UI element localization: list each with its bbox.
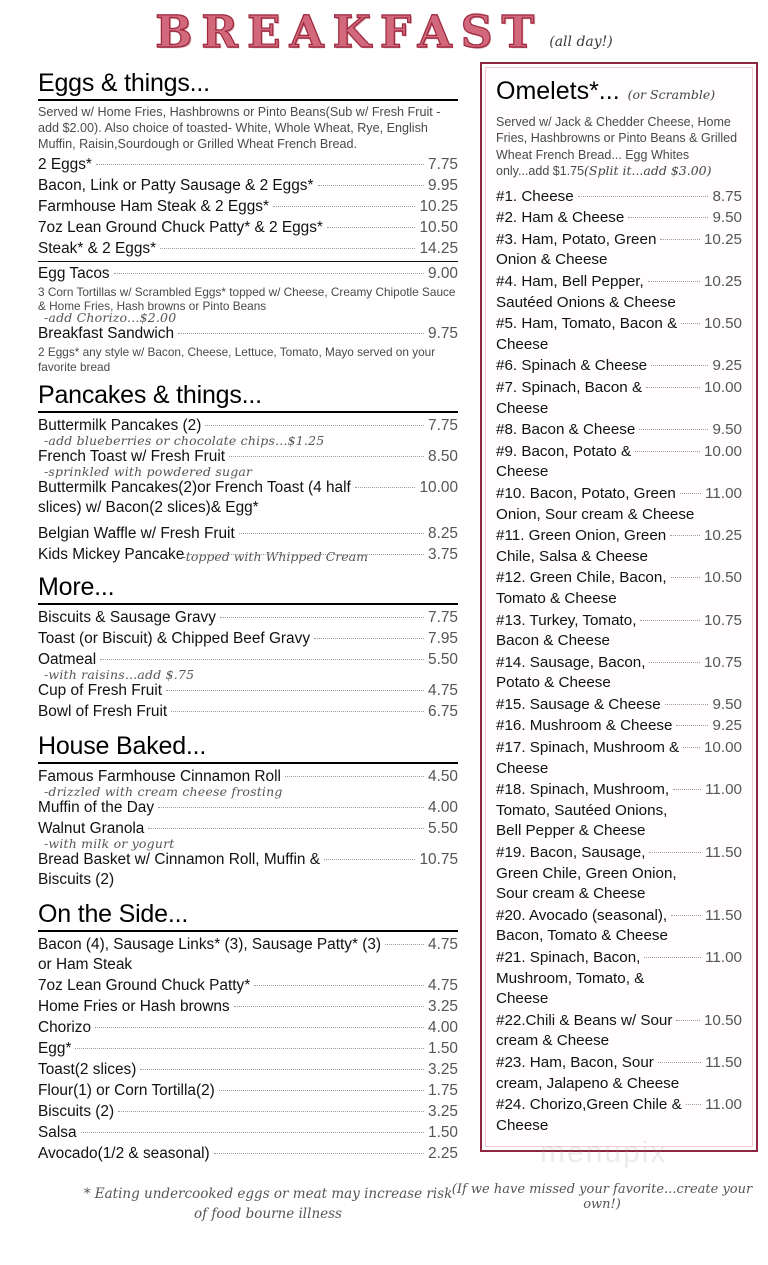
menu-item[interactable] <box>38 702 458 722</box>
dot-leader <box>385 944 424 945</box>
menu-item[interactable] <box>38 1018 458 1038</box>
item-price: 10.50 <box>419 218 458 236</box>
all-day-note: (all day!) <box>549 34 613 50</box>
menu-item[interactable] <box>496 948 742 1010</box>
omelets-panel-inner <box>485 67 753 1147</box>
item-name: Steak* & 2 Eggs* <box>38 239 157 257</box>
section-on-the-side <box>38 899 458 1164</box>
menu-item[interactable] <box>496 568 742 609</box>
menu-item[interactable] <box>496 716 742 737</box>
dot-leader <box>676 725 708 726</box>
item-price: 8.50 <box>428 448 458 466</box>
dot-leader <box>75 1048 424 1049</box>
item-price: 9.25 <box>712 717 742 735</box>
menu-item[interactable] <box>38 155 458 175</box>
item-price: 11.50 <box>705 844 742 862</box>
dot-leader <box>324 859 415 860</box>
item-name-continued: Bacon, Tomato & Cheese <box>496 927 668 945</box>
item-name: #4. Ham, Bell Pepper, <box>496 273 644 290</box>
menu-item[interactable] <box>496 1095 742 1136</box>
section-eggs-and-things <box>38 68 458 374</box>
left-column <box>38 62 458 1224</box>
item-price: 9.95 <box>428 176 458 194</box>
item-price: 9.75 <box>428 325 458 343</box>
omelets-heading-row <box>496 76 742 110</box>
dot-leader <box>578 196 709 197</box>
item-name: Egg* <box>38 1040 72 1058</box>
menu-item[interactable] <box>38 608 458 628</box>
dot-leader <box>118 1111 424 1112</box>
item-price: 7.75 <box>428 417 458 435</box>
menu-item[interactable] <box>38 176 458 196</box>
item-name: Bacon (4), Sausage Links* (3), Sausage Patty* (3) <box>38 936 382 954</box>
item-name: #12. Green Chile, Bacon, <box>496 569 667 587</box>
item-price: 5.50 <box>428 651 458 669</box>
item-name-continued: Tomato, Sautéed Onions, <box>496 801 668 819</box>
item-price: 10.00 <box>703 442 742 460</box>
item-description: 2 Eggs* any style w/ Bacon, Cheese, Lettuce, Tomato, Mayo served on your favorite bread <box>38 345 436 374</box>
dot-leader <box>273 206 416 207</box>
item-name: Egg Tacos <box>38 264 110 282</box>
section-rule <box>38 762 458 764</box>
item-name: #16. Mushroom & Cheese <box>496 717 673 735</box>
item-price: 11.50 <box>705 1053 742 1071</box>
menu-item[interactable] <box>38 997 458 1017</box>
section-heading: Omelets*... <box>496 77 620 105</box>
item-name: Belgian Waffle w/ Fresh Fruit <box>38 525 235 543</box>
item-price: 3.25 <box>428 998 458 1016</box>
item-name: #20. Avocado (seasonal), <box>496 906 668 924</box>
dot-leader <box>651 365 708 366</box>
item-price: 6.75 <box>428 703 458 721</box>
menu-item[interactable] <box>38 976 458 996</box>
menu-item[interactable] <box>496 208 742 229</box>
section-description: Served w/ Home Fries, Hashbrowns or Pinto Beans(Sub w/ Fresh Fruit -add $2.00). Also choice of toasted- White, Whole Wheat, Rye, English Muffin, Raisin,Sourdough or Grilled Wheat French Bread. <box>38 105 441 152</box>
item-name-continued: Biscuits (2) <box>38 871 115 889</box>
right-column <box>480 62 758 1152</box>
item-name-continued: Bacon & Cheese <box>496 632 610 650</box>
dot-leader <box>234 1006 424 1007</box>
menu-item[interactable] <box>38 681 458 701</box>
menu-item[interactable] <box>496 906 742 947</box>
item-price: 11.00 <box>705 484 742 502</box>
item-price: 3.25 <box>428 1061 458 1079</box>
item-name-continued: Cheese <box>496 759 549 777</box>
menu-item[interactable] <box>496 780 742 842</box>
dot-leader <box>683 747 700 748</box>
dot-leader <box>188 554 424 555</box>
menu-header <box>0 0 768 62</box>
item-name: #22.Chili & Beans w/ Sour <box>496 1011 673 1029</box>
menu-item[interactable] <box>496 356 742 377</box>
item-price: 10.75 <box>419 851 458 869</box>
dot-leader <box>644 957 701 958</box>
menu-item[interactable] <box>496 314 742 355</box>
item-price: 4.50 <box>428 768 458 786</box>
section-description <box>496 114 742 180</box>
menu-item[interactable] <box>496 484 742 525</box>
menu-item[interactable] <box>38 197 458 217</box>
menu-item[interactable] <box>38 324 458 344</box>
dot-leader <box>81 1132 425 1133</box>
menu-item[interactable] <box>496 738 742 779</box>
item-price: 10.50 <box>703 315 742 333</box>
menu-item[interactable] <box>496 442 742 483</box>
item-name: #9. Bacon, Potato & <box>496 442 632 460</box>
item-name: #1. Cheese <box>496 187 574 205</box>
dot-leader <box>148 828 424 829</box>
menu-item[interactable] <box>496 695 742 716</box>
dot-leader <box>178 333 424 334</box>
item-name: Toast(2 slices) <box>38 1061 137 1079</box>
menu-item[interactable] <box>496 230 742 271</box>
item-price: 11.00 <box>705 781 742 799</box>
item-description: 3 Corn Tortillas w/ Scrambled Eggs* topped w/ Cheese, Creamy Chipotle Sauce & Home Fries, Hash browns or Pinto Beans <box>38 284 456 314</box>
item-name: French Toast w/ Fresh Fruit <box>38 448 226 466</box>
item-price: 7.75 <box>428 155 458 173</box>
item-price: 9.00 <box>428 264 458 282</box>
item-name: Cup of Fresh Fruit <box>38 682 163 700</box>
item-price: 10.00 <box>703 739 742 757</box>
item-name: #11. Green Onion, Green <box>496 527 667 545</box>
item-price: 11.00 <box>705 949 742 966</box>
section-heading: Pancakes & things... <box>38 381 262 410</box>
menu-item[interactable] <box>38 1081 458 1101</box>
dot-leader <box>670 535 700 536</box>
menu-item[interactable] <box>496 272 742 313</box>
handwritten-note: -add Chorizo...$2.00 <box>44 310 177 326</box>
item-price: 2.25 <box>428 1145 458 1163</box>
item-price: 10.50 <box>703 1011 742 1029</box>
item-name: #3. Ham, Potato, Green <box>496 230 657 248</box>
item-name: Bowl of Fresh Fruit <box>38 703 168 721</box>
item-price: 11.00 <box>705 1096 742 1114</box>
item-name-continued: Cheese <box>496 399 549 417</box>
item-name: 2 Eggs* <box>38 155 92 173</box>
item-name-continued: Sautéed Onions & Cheese <box>496 293 676 311</box>
dot-leader <box>681 323 700 324</box>
item-name: Famous Farmhouse Cinnamon Roll <box>38 768 281 786</box>
item-price: 8.25 <box>428 525 458 543</box>
item-price: 9.50 <box>712 695 742 713</box>
menu-item[interactable] <box>38 524 458 544</box>
item-name: Bacon, Link or Patty Sausage & 2 Eggs* <box>38 176 314 194</box>
item-price: 4.00 <box>428 799 458 817</box>
item-name: #18. Spinach, Mushroom, <box>496 781 670 799</box>
dot-leader <box>628 217 708 218</box>
dot-leader <box>285 776 424 777</box>
item-name: #5. Ham, Tomato, Bacon & <box>496 315 678 333</box>
item-name: Home Fries or Hash browns <box>38 998 230 1016</box>
handwritten-note: -with raisins...add $.75 <box>44 667 195 683</box>
menu-item[interactable] <box>38 935 458 955</box>
item-price: 7.75 <box>428 609 458 627</box>
dot-leader <box>671 915 701 916</box>
section-rule <box>38 99 458 101</box>
item-price: 8.75 <box>712 187 742 205</box>
dot-leader <box>171 711 424 712</box>
dot-leader <box>665 704 709 705</box>
menu-item[interactable] <box>38 629 458 649</box>
omelets-description-text: Served w/ Jack & Chedder Cheese, Home Fries, Hashbrowns or Pinto Beans & Grilled Wheat French Bread... Egg Whites only...add $1.75 <box>496 115 738 179</box>
item-name-continued: Onion & Cheese <box>496 251 608 269</box>
menupix-watermark: menupix <box>540 1136 668 1169</box>
item-name: #17. Spinach, Mushroom & <box>496 739 680 757</box>
item-price: 9.50 <box>712 421 742 439</box>
create-your-own-note: (If we have missed your favorite...create your own!) <box>451 1182 753 1212</box>
item-price: 1.50 <box>428 1124 458 1142</box>
menu-item[interactable] <box>38 218 458 238</box>
dot-leader <box>205 425 424 426</box>
menu-item[interactable] <box>496 1011 742 1052</box>
item-price: 10.75 <box>703 611 742 629</box>
menu-item[interactable] <box>38 239 458 259</box>
item-name-continued: Mushroom, Tomato, & <box>496 969 645 987</box>
dot-leader <box>648 281 700 282</box>
handwritten-note: -add blueberries or chocolate chips...$1.25 <box>44 433 325 449</box>
item-name-continued: Potato & Cheese <box>496 674 611 692</box>
item-name: Oatmeal <box>38 651 97 669</box>
dot-leader <box>219 1090 424 1091</box>
item-price: 9.50 <box>712 209 742 227</box>
item-name: Chorizo <box>38 1019 92 1037</box>
omelets-panel <box>480 62 758 1152</box>
item-name: #2. Ham & Cheese <box>496 209 625 227</box>
item-name-continued: Cheese <box>496 335 549 353</box>
menu-item[interactable] <box>38 850 458 870</box>
dot-leader <box>158 807 424 808</box>
item-name: #10. Bacon, Potato, Green <box>496 484 676 502</box>
item-name: Walnut Granola <box>38 820 145 838</box>
dot-leader <box>676 1020 700 1021</box>
dot-leader <box>314 638 424 639</box>
menu-item[interactable] <box>38 1102 458 1122</box>
section-heading: On the Side... <box>38 900 189 929</box>
handwritten-note: -topped with Whipped Cream <box>181 549 368 565</box>
item-name-continued: Chile, Salsa & Cheese <box>496 547 648 565</box>
item-name: Biscuits (2) <box>38 1103 115 1121</box>
item-price: 9.25 <box>712 357 742 375</box>
menu-item[interactable] <box>38 1144 458 1164</box>
dot-leader <box>355 487 416 488</box>
item-price: 1.50 <box>428 1040 458 1058</box>
item-name-continued: Sour cream & Cheese <box>496 885 646 903</box>
dot-leader <box>100 659 424 660</box>
item-name: #24. Chorizo,Green Chile & <box>496 1096 682 1114</box>
page-title: BREAKFAST <box>155 7 544 58</box>
item-name: Buttermilk Pancakes (2) <box>38 417 202 435</box>
item-name: Avocado(1/2 & seasonal) <box>38 1145 210 1163</box>
item-name: #6. Spinach & Cheese <box>496 357 648 375</box>
item-name: #19. Bacon, Sausage, <box>496 844 646 862</box>
section-rule <box>38 930 458 932</box>
item-name-continued: Green Chile, Green Onion, <box>496 864 677 882</box>
item-name: #21. Spinach, Bacon, <box>496 949 641 966</box>
dot-leader <box>220 617 424 618</box>
menu-item[interactable] <box>38 478 458 498</box>
menu-item[interactable] <box>496 611 742 652</box>
dot-leader <box>114 273 424 274</box>
item-price: 10.25 <box>703 273 742 290</box>
item-price: 4.75 <box>428 936 458 954</box>
item-name: #23. Ham, Bacon, Sour <box>496 1053 654 1071</box>
item-name: #15. Sausage & Cheese <box>496 695 661 713</box>
item-name: #7. Spinach, Bacon & <box>496 378 643 396</box>
dot-leader <box>254 985 424 986</box>
section-more <box>38 572 458 722</box>
dot-leader <box>318 185 425 186</box>
item-name: 7oz Lean Ground Chuck Patty* <box>38 977 251 995</box>
dot-leader <box>649 852 701 853</box>
divider <box>38 261 458 262</box>
menu-item[interactable] <box>496 526 742 567</box>
item-name-continued: cream, Jalapeno & Cheese <box>496 1074 680 1092</box>
dot-leader <box>166 690 424 691</box>
menu-item[interactable] <box>496 187 742 208</box>
item-price: 1.75 <box>428 1082 458 1100</box>
item-price: 10.75 <box>703 653 742 671</box>
item-price: 4.00 <box>428 1019 458 1037</box>
menu-item[interactable] <box>38 1039 458 1059</box>
item-price: 4.75 <box>428 682 458 700</box>
item-price: 10.25 <box>419 197 458 215</box>
item-price: 10.00 <box>703 378 742 396</box>
dot-leader <box>640 620 700 621</box>
item-price: 10.25 <box>703 230 742 248</box>
allergen-footnote: * Eating undercooked eggs or meat may increase risk of food bourne illness <box>83 1186 453 1223</box>
dot-leader <box>686 1104 701 1105</box>
section-rule <box>38 411 458 413</box>
item-name: Salsa <box>38 1124 77 1142</box>
section-heading: House Baked... <box>38 732 207 761</box>
item-name-continued: Cheese <box>496 990 549 1008</box>
menu-item[interactable] <box>496 420 742 441</box>
handwritten-note: -drizzled with cream cheese frosting <box>44 784 283 800</box>
item-name: Kids Mickey Pancake <box>38 546 185 564</box>
item-name: Breakfast Sandwich <box>38 325 175 343</box>
item-name: #14. Sausage, Bacon, <box>496 653 646 671</box>
menu-item[interactable] <box>38 264 458 284</box>
dot-leader <box>639 429 708 430</box>
item-name-continued: Onion, Sour cream & Cheese <box>496 505 695 523</box>
dot-leader <box>140 1069 424 1070</box>
section-heading: Eggs & things... <box>38 69 210 97</box>
item-price: 10.50 <box>703 569 742 587</box>
dot-leader <box>96 164 424 165</box>
item-name: Biscuits & Sausage Gravy <box>38 609 216 627</box>
item-name: Muffin of the Day <box>38 799 155 817</box>
item-name-continued: Cheese <box>496 1116 549 1134</box>
item-price: 10.25 <box>703 527 742 545</box>
item-name: Toast (or Biscuit) & Chipped Beef Gravy <box>38 630 311 648</box>
item-name-continued: cream & Cheese <box>496 1032 610 1050</box>
item-name-continued: Tomato & Cheese <box>496 589 617 607</box>
item-name: 7oz Lean Ground Chuck Patty* & 2 Eggs* <box>38 218 323 236</box>
menu-item[interactable] <box>38 1123 458 1143</box>
item-price: 3.25 <box>428 1103 458 1121</box>
item-name-continued: Bell Pepper & Cheese <box>496 822 646 840</box>
dot-leader <box>160 248 415 249</box>
handwritten-note: (Split it...add $3.00) <box>584 163 712 179</box>
item-price: 14.25 <box>419 239 458 257</box>
section-house-baked <box>38 731 458 890</box>
menu-item[interactable] <box>496 843 742 905</box>
dot-leader <box>680 493 701 494</box>
menu-item[interactable] <box>496 653 742 694</box>
dot-leader <box>646 387 700 388</box>
menu-item[interactable] <box>38 798 458 818</box>
item-price: 7.95 <box>428 630 458 648</box>
item-name-continued: slices) w/ Bacon(2 slices)& Egg* <box>38 499 259 517</box>
menu-body <box>0 62 768 1224</box>
item-name: #8. Bacon & Cheese <box>496 421 636 439</box>
item-name: Bread Basket w/ Cinnamon Roll, Muffin & <box>38 851 321 869</box>
handwritten-note: -sprinkled with powdered sugar <box>44 464 253 480</box>
dot-leader <box>229 456 424 457</box>
dot-leader <box>673 789 701 790</box>
dot-leader <box>327 227 416 228</box>
dot-leader <box>658 1062 701 1063</box>
section-pancakes-and-things <box>38 380 458 564</box>
dot-leader <box>671 577 700 578</box>
dot-leader <box>660 239 700 240</box>
handwritten-note: (or Scramble) <box>627 87 716 102</box>
item-price: 5.50 <box>428 820 458 838</box>
dot-leader <box>649 662 700 663</box>
menu-item[interactable] <box>496 1053 742 1094</box>
section-heading: More... <box>38 573 115 602</box>
handwritten-note: -with milk or yogurt <box>44 836 175 852</box>
item-price: 11.50 <box>705 906 742 924</box>
dot-leader <box>214 1153 424 1154</box>
dot-leader <box>635 451 700 452</box>
section-rule <box>38 603 458 605</box>
item-price: 3.75 <box>428 546 458 564</box>
item-name: Buttermilk Pancakes(2)or French Toast (4 half <box>38 479 351 497</box>
dot-leader <box>95 1027 424 1028</box>
dot-leader <box>239 533 424 534</box>
item-price: 10.00 <box>419 479 458 497</box>
item-name: Flour(1) or Corn Tortilla(2) <box>38 1082 215 1100</box>
menu-item[interactable] <box>38 1060 458 1080</box>
item-name-continued: Cheese <box>496 463 549 481</box>
menu-item[interactable] <box>496 378 742 419</box>
item-name-continued: or Ham Steak <box>38 956 133 974</box>
item-price: 4.75 <box>428 977 458 995</box>
item-name: Farmhouse Ham Steak & 2 Eggs* <box>38 197 269 215</box>
item-name: #13. Turkey, Tomato, <box>496 611 637 629</box>
